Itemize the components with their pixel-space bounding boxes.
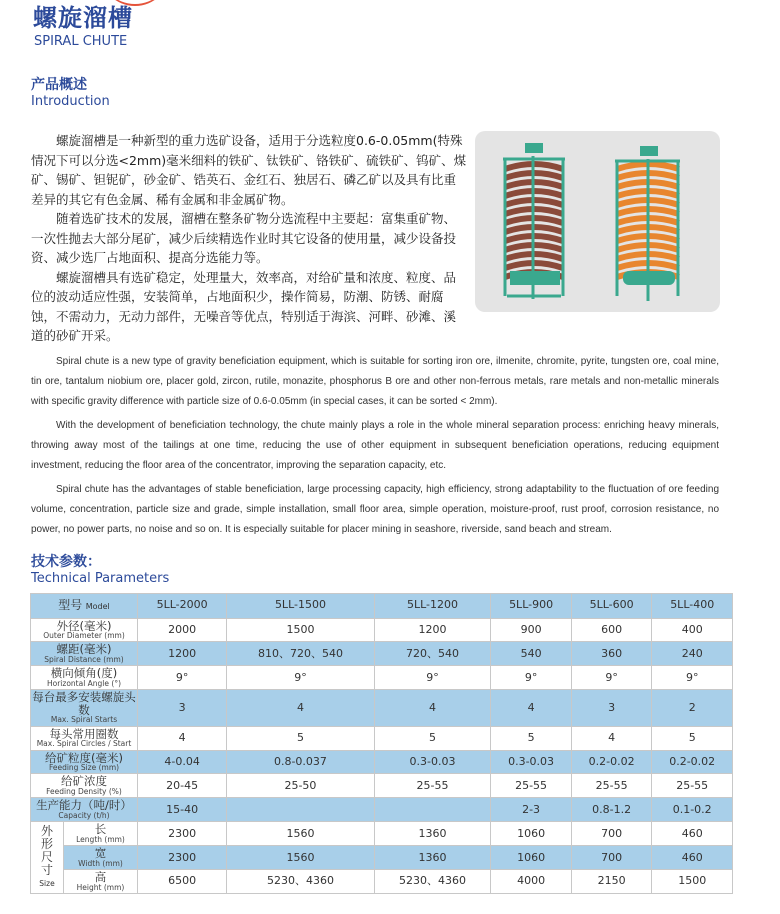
table-cell: 1500	[227, 618, 374, 642]
row-label-en: Spiral Distance (mm)	[44, 655, 124, 665]
table-cell: 400	[652, 618, 733, 642]
table-cell: 1560	[227, 822, 374, 846]
intro-cn-text	[31, 131, 467, 346]
table-cell: 5	[374, 726, 491, 750]
table-cell: 2300	[138, 846, 227, 870]
table-cell: 3	[138, 690, 227, 727]
model-column-header: 5LL-1200	[374, 593, 491, 618]
table-cell: 4-0.04	[138, 750, 227, 774]
table-cell: 240	[652, 642, 733, 666]
page-subtitle: SPIRAL CHUTE	[34, 34, 128, 49]
size-group-label	[31, 822, 64, 894]
table-cell: 25-55	[571, 774, 652, 798]
model-column-header: 5LL-600	[571, 593, 652, 618]
table-cell: 0.2-0.02	[571, 750, 652, 774]
table-row	[31, 642, 733, 666]
table-cell: 25-55	[491, 774, 572, 798]
table-cell: 1060	[491, 822, 572, 846]
table-cell: 2-3	[491, 798, 572, 822]
table-row	[31, 726, 733, 750]
row-label	[31, 726, 138, 750]
table-cell: 25-55	[374, 774, 491, 798]
table-cell: 9°	[652, 666, 733, 690]
size-label-en: Size	[39, 879, 55, 889]
intro-top-row	[31, 131, 733, 346]
intro-en-text	[31, 352, 719, 540]
table-cell: 2300	[138, 822, 227, 846]
table-cell: 900	[491, 618, 572, 642]
table-row	[31, 774, 733, 798]
model-label-cn: 型号	[58, 597, 83, 612]
table-cell: 0.8-0.037	[227, 750, 374, 774]
row-label	[31, 798, 138, 822]
params-heading-en: Technical Parameters	[31, 570, 170, 586]
model-column-header: 5LL-2000	[138, 593, 227, 618]
table-cell: 0.2-0.02	[652, 750, 733, 774]
table-cell: 3	[571, 690, 652, 727]
table-cell: 25-55	[652, 774, 733, 798]
row-label-cn: 生产能力（吨/时）	[36, 798, 132, 813]
row-label-cn: 横向倾角(度)	[50, 666, 118, 681]
row-label-en: Width (mm)	[78, 858, 123, 868]
table-row	[31, 666, 733, 690]
model-label-en: Model	[85, 601, 110, 611]
table-cell: 600	[571, 618, 652, 642]
table-cell: 700	[571, 846, 652, 870]
row-label-cn: 高	[94, 870, 107, 885]
table-cell: 700	[571, 822, 652, 846]
intro-heading-en: Introduction	[31, 94, 110, 109]
table-cell: 1060	[491, 846, 572, 870]
row-label-cn: 给矿粒度(毫米)	[45, 750, 123, 765]
table-cell: 9°	[374, 666, 491, 690]
table-cell: 0.3-0.03	[491, 750, 572, 774]
table-cell: 5230、4360	[227, 870, 374, 894]
table-cell: 5	[491, 726, 572, 750]
product-photo	[475, 131, 720, 312]
table-cell: 2000	[138, 618, 227, 642]
row-label	[31, 642, 138, 666]
table-cell: 4	[227, 690, 374, 727]
table-row	[31, 822, 733, 846]
table-cell: 0.3-0.03	[374, 750, 491, 774]
row-label-cn: 给矿浓度	[61, 774, 107, 789]
table-cell: 540	[491, 642, 572, 666]
table-cell: 5	[227, 726, 374, 750]
row-label-en: Max. Spiral Circles / Start	[36, 739, 132, 749]
row-label	[31, 774, 138, 798]
table-cell: 4	[571, 726, 652, 750]
model-column-header: 5LL-900	[491, 593, 572, 618]
row-label-en: Capacity (t/h)	[58, 811, 110, 821]
spiral-chute-orange-image	[615, 146, 680, 301]
table-cell	[374, 798, 491, 822]
table-cell: 1500	[652, 870, 733, 894]
table-cell: 2	[652, 690, 733, 727]
row-label-cn: 螺距(毫米)	[56, 642, 112, 657]
row-label-en: Feeding Density (%)	[46, 787, 122, 797]
table-cell: 1560	[227, 846, 374, 870]
paragraph: With the development of beneficiation technology, the chute mainly plays a role in the whole mineral separation process: enriching heavy minerals, throwing away most of the tailings at one time, reducing the use of other equipment in subsequent beneficiation operations, reducing equipment investment, reducing the floor area of the concentrator, improving the separation capacity, etc.	[31, 419, 719, 471]
intro-heading: 产品概述	[31, 77, 87, 93]
paragraph: Spiral chute is a new type of gravity beneficiation equipment, which is suitable for sorting iron ore, ilmenite, chromite, pyrite, tungsten ore, coal mine, tin ore, tantalum niobium ore, placer gold, zircon, rutile, monazite, phosphorus B ore and other non-ferrous metals, rare metals and non-metallic minerals with specific gravity difference with particle size of 0.6-0.05mm (in special cases, it can be sorted < 2mm).	[31, 355, 719, 407]
table-cell: 4	[138, 726, 227, 750]
table-cell: 5230、4360	[374, 870, 491, 894]
paragraph: 随着选矿技术的发展，溜槽在整条矿物分选流程中主要起：富集重矿物、一次性抛去大部分尾矿，减少后续精选作业时其它设备的使用量，减少设备投资、减少选厂占地面积、提高分选能力等。	[31, 211, 457, 265]
paragraph: Spiral chute has the advantages of stable beneficiation, large processing capacity, high efficiency, strong adaptability to the fluctuation of ore feeding volume, concentration, particle size and grade, simple installation, small floor area, simple operation, moisture-proof, rust proof, corrosion resistance, no power, no power parts, no noise and so on. It is especially suitable for placer mining in seashore, riverside, sand beach and stream.	[31, 483, 719, 535]
row-label-en: Outer Diameter (mm)	[43, 631, 125, 641]
table-cell: 720、540	[374, 642, 491, 666]
model-header	[31, 593, 138, 618]
row-label-en: Height (mm)	[76, 882, 125, 892]
table-cell: 1200	[138, 642, 227, 666]
row-label	[31, 618, 138, 642]
row-label-cn: 长	[94, 822, 107, 837]
page-title: 螺旋溜槽	[33, 4, 133, 32]
row-label	[64, 846, 138, 870]
table-cell: 0.1-0.2	[652, 798, 733, 822]
table-cell: 20-45	[138, 774, 227, 798]
table-row	[31, 750, 733, 774]
table-row	[31, 870, 733, 894]
table-cell: 9°	[138, 666, 227, 690]
row-label	[31, 666, 138, 690]
table-cell: 4000	[491, 870, 572, 894]
row-label-en: Feeding Size (mm)	[48, 763, 120, 773]
params-heading: 技术参数：	[31, 553, 101, 570]
row-label-cn: 每头常用圈数	[49, 726, 119, 741]
table-cell: 9°	[227, 666, 374, 690]
table-cell: 15-40	[138, 798, 227, 822]
row-label-en: Max. Spiral Starts	[50, 715, 118, 725]
table-cell: 460	[652, 846, 733, 870]
table-cell: 1200	[374, 618, 491, 642]
row-label-en: Length (mm)	[76, 834, 125, 844]
spiral-chute-brown-image	[503, 143, 565, 299]
row-label	[64, 870, 138, 894]
row-label-cn: 宽	[94, 846, 107, 861]
params-heading-block	[31, 554, 733, 587]
technical-parameters-table	[30, 593, 733, 894]
model-column-header: 5LL-1500	[227, 593, 374, 618]
row-label	[31, 750, 138, 774]
paragraph: 螺旋溜槽具有选矿稳定，处理量大，效率高，对给矿量和浓度、粒度、品位的波动适应性强，安装简单，占地面积少，操作简易，防潮、防锈、耐腐蚀，不需动力，无动力部件，无噪音等优点，特别适于海滨、河畔、砂滩、溪道的砂矿开采。	[31, 269, 457, 343]
model-column-header: 5LL-400	[652, 593, 733, 618]
table-cell: 360	[571, 642, 652, 666]
table-row	[31, 618, 733, 642]
intro-heading-block	[31, 77, 110, 110]
table-cell: 1360	[374, 846, 491, 870]
table-header-row	[31, 593, 733, 618]
paragraph: 螺旋溜槽是一种新型的重力选矿设备，适用于分选粒度0.6-0.05mm(特殊情况下可以分选<2mm)毫米细料的铁矿、钛铁矿、铬铁矿、硫铁矿、钨矿、煤矿、锡矿、钽铌矿，砂金矿、锆英石、金红石、独居石、磷乙矿以及具有比重差异的其它有色金属、稀有金属和非金属矿物。	[31, 133, 467, 207]
table-cell: 460	[652, 822, 733, 846]
table-cell: 5	[652, 726, 733, 750]
table-cell: 4	[491, 690, 572, 727]
row-label-cn: 外径(毫米)	[56, 618, 112, 633]
row-label-en: Horizontal Angle (°)	[46, 678, 121, 688]
table-cell: 0.8-1.2	[571, 798, 652, 822]
table-cell	[227, 798, 374, 822]
table-row	[31, 690, 733, 727]
table-row	[31, 798, 733, 822]
row-label	[31, 690, 138, 727]
table-cell: 9°	[491, 666, 572, 690]
content-flow	[31, 131, 733, 914]
table-cell: 4	[374, 690, 491, 727]
table-cell: 6500	[138, 870, 227, 894]
table-cell: 1360	[374, 822, 491, 846]
table-cell: 25-50	[227, 774, 374, 798]
table-cell: 9°	[571, 666, 652, 690]
table-cell: 810、720、540	[227, 642, 374, 666]
size-label-cn: 外形尺寸	[41, 824, 54, 878]
row-label-cn: 每台最多安装螺旋头数	[32, 690, 136, 717]
table-row	[31, 846, 733, 870]
table-cell: 2150	[571, 870, 652, 894]
row-label	[64, 822, 138, 846]
